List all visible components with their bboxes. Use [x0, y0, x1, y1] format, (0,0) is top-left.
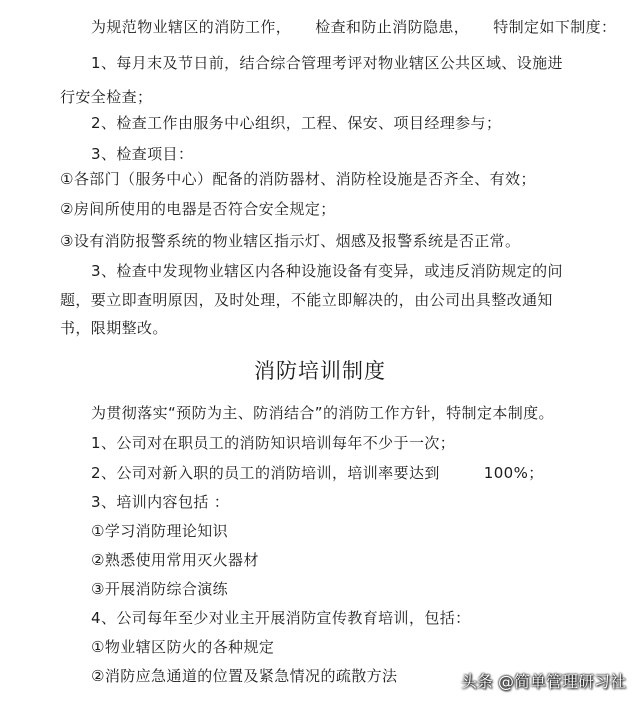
section1-sub3: ③设有消防报警系统的物业辖区指示灯、烟感及报警系统是否正常。 [60, 232, 521, 250]
section2-sub3: ③开展消防综合演练 [91, 580, 229, 598]
section1-item1-line2: 行安全检查； [60, 88, 153, 106]
section1-item2: 2、检查工作由服务中心组织，工程、保安、项目经理参与； [91, 114, 502, 132]
section1-item4-line3: 书，限期整改。 [60, 319, 168, 337]
section2-title: 消防培训制度 [254, 359, 386, 383]
section1-item3: 3、检查项目： [91, 145, 194, 163]
section1-sub2: ②房间所使用的电器是否符合安全规定； [60, 200, 336, 218]
section1-sub1: ①各部门（服务中心）配备的消防器材、消防栓设施是否齐全、有效； [60, 170, 536, 188]
section2-intro: 为贯彻落实“预防为主、防消结合”的消防工作方针，特制定本制度。 [91, 404, 554, 422]
item2-value: 100%； [483, 464, 544, 482]
intro-part-c: 特制定如下制度： [493, 18, 617, 36]
intro-part-b: 检查和防止消防隐患， [315, 18, 470, 36]
section2-item3: 3、培训内容包括 ： [91, 493, 230, 511]
section2-sub5: ②消防应急通道的位置及紧急情况的疏散方法 [91, 667, 398, 685]
section1-item4-line2: 题，要立即查明原因，及时处理，不能立即解决的，由公司出具整改通知 [60, 291, 553, 309]
watermark: 头条 @简单管理研习社 [460, 672, 626, 691]
section2-item4: 4、公司每年至少对业主开展消防宣传教育培训，包括： [91, 609, 471, 627]
item2-text: 2、公司对新入职的员工的消防培训，培训率要达到 [91, 464, 440, 482]
section2-item2 [91, 463, 544, 483]
section2-item1: 1、公司对在职员工的消防知识培训每年不少于一次； [91, 434, 456, 452]
section2-sub1: ①学习消防理论知识 [91, 522, 229, 540]
section2-sub4: ①物业辖区防火的各种规定 [91, 638, 275, 656]
intro-part-a: 为规范物业辖区的消防工作， [91, 18, 292, 36]
section1-item4-line1: 3、检查中发现物业辖区内各种设施设备有变异，或违反消防规定的问 [91, 262, 563, 280]
section1-intro [91, 17, 616, 37]
section1-item1-line1: 1、每月末及节日前，结合综合管理考评对物业辖区公共区域、设施进 [91, 54, 563, 72]
section2-sub2: ②熟悉使用常用灭火器材 [91, 551, 259, 569]
